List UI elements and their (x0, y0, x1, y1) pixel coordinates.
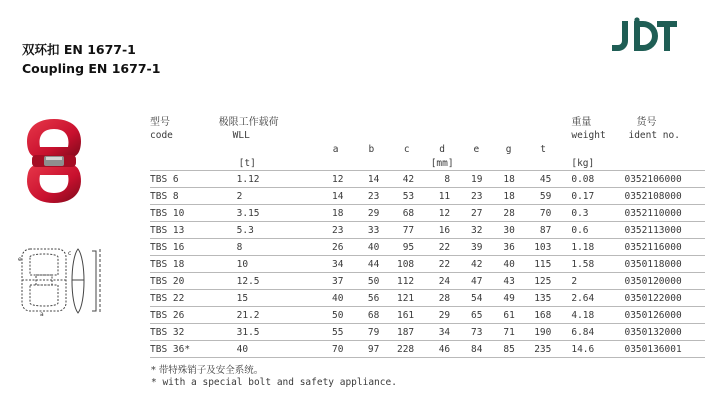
cell-b: 33 (354, 222, 390, 239)
cell-a: 50 (318, 307, 354, 324)
cell-t: 135 (525, 290, 562, 307)
cell-weight: 0.3 (561, 205, 624, 222)
logo-text: JDT (610, 17, 612, 18)
jdt-logo (610, 17, 680, 55)
cell-a: 55 (318, 324, 354, 341)
cell-wll: 12.5 (219, 273, 318, 290)
cell-t: 190 (525, 324, 562, 341)
cell-a: 37 (318, 273, 354, 290)
cell-d: 12 (424, 205, 460, 222)
cell-d: 46 (424, 341, 460, 358)
col-dim-c: c (403, 143, 410, 155)
cell-code: TBS 26 (150, 307, 219, 324)
cell-wll: 15 (219, 290, 318, 307)
footnote-chinese: * 带特殊销子及安全系统。 (151, 365, 264, 376)
col-dim-b: b (368, 143, 375, 155)
cell-c: 228 (389, 341, 424, 358)
table-row (150, 324, 705, 341)
cell-a: 40 (318, 290, 354, 307)
cell-code: TBS 18 (150, 256, 219, 273)
cell-a: 14 (318, 188, 354, 205)
cell-g: 61 (492, 307, 524, 324)
cell-t: 59 (525, 188, 562, 205)
table-row (150, 273, 705, 290)
col-dim-e: e (473, 143, 480, 155)
cell-ident: 0350122000 (624, 290, 705, 307)
title-chinese: 双环扣 EN 1677-1 (22, 42, 136, 57)
cell-code: TBS 22 (150, 290, 219, 307)
cell-e: 27 (460, 205, 492, 222)
cell-b: 68 (354, 307, 390, 324)
cell-weight: 1.58 (561, 256, 624, 273)
cell-c: 77 (389, 222, 424, 239)
table-row (150, 290, 705, 307)
svg-text:c: c (68, 250, 72, 257)
cell-weight: 0.6 (561, 222, 624, 239)
cell-b: 50 (354, 273, 390, 290)
cell-t: 70 (525, 205, 562, 222)
unit-weight: [kg] (571, 157, 595, 169)
cell-g: 43 (492, 273, 524, 290)
cell-code: TBS 6 (150, 171, 219, 188)
cell-d: 11 (424, 188, 460, 205)
table-row (150, 307, 705, 324)
cell-weight: 0.08 (561, 171, 624, 188)
cell-wll: 31.5 (219, 324, 318, 341)
cell-wll: 5.3 (219, 222, 318, 239)
header-row-units (150, 156, 705, 171)
cell-t: 168 (525, 307, 562, 324)
cell-weight: 4.18 (561, 307, 624, 324)
cell-ident: 0350120000 (624, 273, 705, 290)
header-row-chinese (150, 113, 705, 128)
cell-ident: 0352116000 (624, 239, 705, 256)
cell-c: 112 (389, 273, 424, 290)
cell-wll: 40 (219, 341, 318, 358)
cell-a: 70 (318, 341, 354, 358)
col-model-label: 型号 (150, 117, 170, 128)
cell-code: TBS 36* (150, 341, 219, 358)
cell-ident: 0352106000 (624, 171, 705, 188)
cell-e: 23 (460, 188, 492, 205)
spec-table (150, 113, 705, 358)
table-row (150, 239, 705, 256)
cell-c: 161 (389, 307, 424, 324)
cell-d: 24 (424, 273, 460, 290)
cell-g: 18 (492, 188, 524, 205)
cell-g: 30 (492, 222, 524, 239)
cell-wll: 3.15 (219, 205, 318, 222)
cell-weight: 14.6 (561, 341, 624, 358)
table-row (150, 341, 705, 358)
cell-b: 14 (354, 171, 390, 188)
cell-ident: 0350118000 (624, 256, 705, 273)
cell-wll: 2 (219, 188, 318, 205)
cell-ident: 0352110000 (624, 205, 705, 222)
cell-c: 53 (389, 188, 424, 205)
coupling-link-photo (18, 115, 90, 207)
cell-b: 29 (354, 205, 390, 222)
col-ident-label-cn: 货号 (636, 117, 657, 128)
cell-ident: 0350132000 (624, 324, 705, 341)
col-dim-g: g (505, 143, 512, 155)
cell-g: 49 (492, 290, 524, 307)
unit-dims: [mm] (430, 157, 454, 169)
cell-c: 68 (389, 205, 424, 222)
cell-d: 22 (424, 239, 460, 256)
cell-t: 87 (525, 222, 562, 239)
cell-e: 65 (460, 307, 492, 324)
title-english: Coupling EN 1677-1 (22, 61, 161, 76)
cell-e: 42 (460, 256, 492, 273)
cell-d: 29 (424, 307, 460, 324)
cell-a: 18 (318, 205, 354, 222)
cell-c: 42 (389, 171, 424, 188)
cell-code: TBS 20 (150, 273, 219, 290)
cell-g: 40 (492, 256, 524, 273)
cell-d: 34 (424, 324, 460, 341)
cell-a: 12 (318, 171, 354, 188)
title-block (22, 40, 160, 78)
cell-a: 23 (318, 222, 354, 239)
cell-e: 39 (460, 239, 492, 256)
col-dim-t: t (540, 143, 546, 155)
table-row (150, 222, 705, 239)
cell-code: TBS 10 (150, 205, 219, 222)
cell-ident: 0352113000 (624, 222, 705, 239)
header-row-dims (150, 142, 705, 156)
col-dim-d: d (439, 143, 445, 155)
cell-weight: 0.17 (561, 188, 624, 205)
cell-d: 22 (424, 256, 460, 273)
cell-wll: 21.2 (219, 307, 318, 324)
cell-b: 40 (354, 239, 390, 256)
table-row (150, 188, 705, 205)
cell-e: 84 (460, 341, 492, 358)
cell-b: 56 (354, 290, 390, 307)
cell-weight: 6.84 (561, 324, 624, 341)
cell-c: 95 (389, 239, 424, 256)
footnote-english: * with a special bolt and safety appliance. (151, 377, 397, 388)
table-row (150, 205, 705, 222)
cell-ident: 0350136001 (624, 341, 705, 358)
cell-code: TBS 8 (150, 188, 219, 205)
cell-b: 44 (354, 256, 390, 273)
cell-c: 108 (389, 256, 424, 273)
col-weight-label-cn: 重量 (571, 117, 592, 128)
cell-t: 125 (525, 273, 562, 290)
cell-wll: 10 (219, 256, 318, 273)
col-wll-label: WLL (232, 129, 250, 141)
cell-c: 187 (389, 324, 424, 341)
cell-e: 54 (460, 290, 492, 307)
cell-g: 28 (492, 205, 524, 222)
cell-a: 34 (318, 256, 354, 273)
col-weight-label: weight (571, 129, 606, 141)
cell-e: 32 (460, 222, 492, 239)
cell-ident: 0352108000 (624, 188, 705, 205)
svg-text:e: e (18, 256, 22, 263)
cell-weight: 2 (561, 273, 624, 290)
cell-g: 18 (492, 171, 524, 188)
cell-wll: 8 (219, 239, 318, 256)
col-wll-label-cn: 极限工作载荷 (218, 117, 279, 128)
cell-code: TBS 16 (150, 239, 219, 256)
cell-code: TBS 32 (150, 324, 219, 341)
cell-d: 28 (424, 290, 460, 307)
coupling-link-technical-drawing (16, 245, 112, 317)
col-ident-label: ident no. (628, 129, 680, 141)
cell-g: 85 (492, 341, 524, 358)
cell-e: 19 (460, 171, 492, 188)
cell-code: TBS 13 (150, 222, 219, 239)
cell-c: 121 (389, 290, 424, 307)
table-row (150, 171, 705, 188)
cell-wll: 1.12 (219, 171, 318, 188)
cell-t: 115 (525, 256, 562, 273)
cell-weight: 2.64 (561, 290, 624, 307)
cell-d: 8 (424, 171, 460, 188)
cell-weight: 1.18 (561, 239, 624, 256)
cell-t: 235 (525, 341, 562, 358)
cell-g: 36 (492, 239, 524, 256)
table-row (150, 256, 705, 273)
unit-wll: [t] (238, 157, 256, 169)
col-code-label: code (150, 129, 173, 141)
cell-b: 23 (354, 188, 390, 205)
header-row-english (150, 128, 705, 142)
cell-d: 16 (424, 222, 460, 239)
cell-g: 71 (492, 324, 524, 341)
cell-b: 79 (354, 324, 390, 341)
cell-ident: 0350126000 (624, 307, 705, 324)
cell-e: 47 (460, 273, 492, 290)
cell-e: 73 (460, 324, 492, 341)
cell-a: 26 (318, 239, 354, 256)
svg-text:a: a (40, 311, 44, 317)
cell-b: 97 (354, 341, 390, 358)
col-dim-a: a (332, 143, 339, 155)
cell-t: 45 (525, 171, 562, 188)
cell-t: 103 (525, 239, 562, 256)
